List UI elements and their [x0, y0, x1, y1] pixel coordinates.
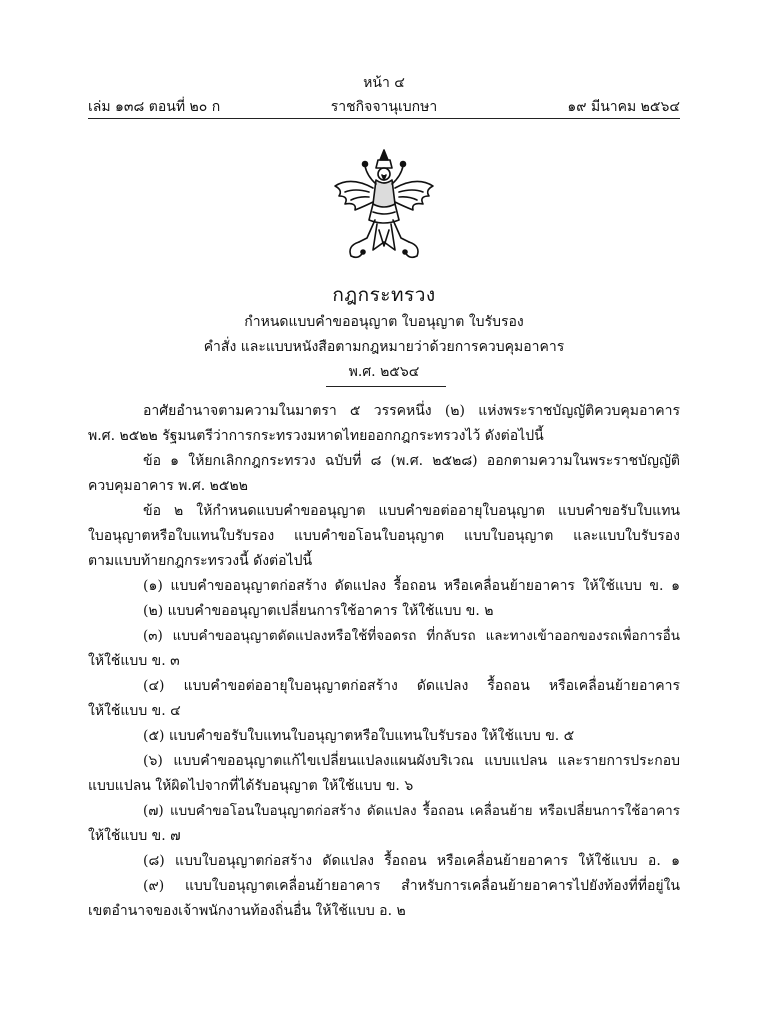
item1-line: (๑) แบบคำขออนุญาตก่อสร้าง ดัดแปลง รื้อถอน หรือเคลื่อนย้ายอาคาร ให้ใช้แบบ ข. ๑ [143, 578, 680, 594]
garuda-emblem-icon [329, 146, 439, 264]
page-number: หน้า ๔ [363, 75, 405, 91]
item3-line2: ให้ใช้แบบ ข. ๓ [88, 653, 180, 669]
item6-line1: (๖) แบบคำขออนุญาตแก้ไขเปลี่ยนแปลงแผนผังบริเวณ แบบแปลน และรายการประกอบ [143, 753, 680, 769]
clause1-line2: ควบคุมอาคาร พ.ศ. ๒๕๒๒ [88, 478, 248, 494]
document-title: กฎกระทรวง [332, 284, 436, 306]
preamble-line1: อาศัยอำนาจตามความในมาตรา ๕ วรรคหนึ่ง (๒) แห่งพระราชบัญญัติควบคุมอาคาร [143, 403, 680, 419]
document-subtitle-line2: คำสั่ง และแบบหนังสือตามกฎหมายว่าด้วยการควบคุมอาคาร [203, 339, 565, 355]
gazette-name: ราชกิจจานุเบกษา [330, 99, 438, 115]
item4-line1: (๔) แบบคำขอต่ออายุใบอนุญาตก่อสร้าง ดัดแปลง รื้อถอน หรือเคลื่อนย้ายอาคาร [143, 678, 680, 694]
item5-line: (๕) แบบคำขอรับใบแทนใบอนุญาตหรือใบแทนใบรับรอง ให้ใช้แบบ ข. ๕ [143, 728, 575, 744]
item6-line2: แบบแปลน ให้ผิดไปจากที่ได้รับอนุญาต ให้ใช้แบบ ข. ๖ [88, 778, 414, 794]
preamble-line2: พ.ศ. ๒๕๒๒ รัฐมนตรีว่าการกระทรวงมหาดไทยออกกฎกระทรวงไว้ ดังต่อไปนี้ [88, 428, 544, 444]
item9-line1: (๙) แบบใบอนุญาตเคลื่อนย้ายอาคาร สำหรับการเคลื่อนย้ายอาคารไปยังท้องที่ที่อยู่ใน [143, 878, 680, 894]
gazette-header [88, 96, 680, 116]
document-year: พ.ศ. ๒๕๖๔ [348, 364, 420, 380]
item9-line2: เขตอำนาจของเจ้าพนักงานท้องถิ่นอื่น ให้ใช้แบบ อ. ๒ [88, 903, 406, 919]
item2-line: (๒) แบบคำขออนุญาตเปลี่ยนการใช้อาคาร ให้ใช้แบบ ข. ๒ [143, 603, 494, 619]
clause2-line1: ข้อ ๒ ให้กำหนดแบบคำขออนุญาต แบบคำขอต่ออายุใบอนุญาต แบบคำขอรับใบแทน [143, 503, 680, 519]
gazette-date: ๑๙ มีนาคม ๒๕๖๔ [567, 99, 680, 115]
clause1-line1: ข้อ ๑ ให้ยกเลิกกฎกระทรวง ฉบับที่ ๘ (พ.ศ. ๒๕๒๘) ออกตามความในพระราชบัญญัติ [143, 453, 680, 469]
gazette-volume: เล่ม ๑๓๘ ตอนที่ ๒๐ ก [88, 99, 221, 115]
header-divider [88, 118, 680, 119]
clause2-line3: ตามแบบท้ายกฎกระทรวงนี้ ดังต่อไปนี้ [88, 553, 313, 569]
document-subtitle-line1: กำหนดแบบคำขออนุญาต ใบอนุญาต ใบรับรอง [244, 314, 524, 330]
title-divider [326, 386, 446, 387]
item8-line: (๘) แบบใบอนุญาตก่อสร้าง ดัดแปลง รื้อถอน หรือเคลื่อนย้ายอาคาร ให้ใช้แบบ อ. ๑ [143, 853, 680, 869]
clause2-line2: ใบอนุญาตหรือใบแทนใบรับรอง แบบคำขอโอนใบอนุญาต แบบใบอนุญาต และแบบใบรับรอง [88, 528, 680, 544]
item7-line1: (๗) แบบคำขอโอนใบอนุญาตก่อสร้าง ดัดแปลง รื้อถอน เคลื่อนย้าย หรือเปลี่ยนการใช้อาคาร [143, 803, 680, 819]
item7-line2: ให้ใช้แบบ ข. ๗ [88, 828, 181, 844]
item3-line1: (๓) แบบคำขออนุญาตดัดแปลงหรือใช้ที่จอดรถ ที่กลับรถ และทางเข้าออกของรถเพื่อการอื่น [143, 628, 680, 644]
item4-line2: ให้ใช้แบบ ข. ๔ [88, 703, 181, 719]
